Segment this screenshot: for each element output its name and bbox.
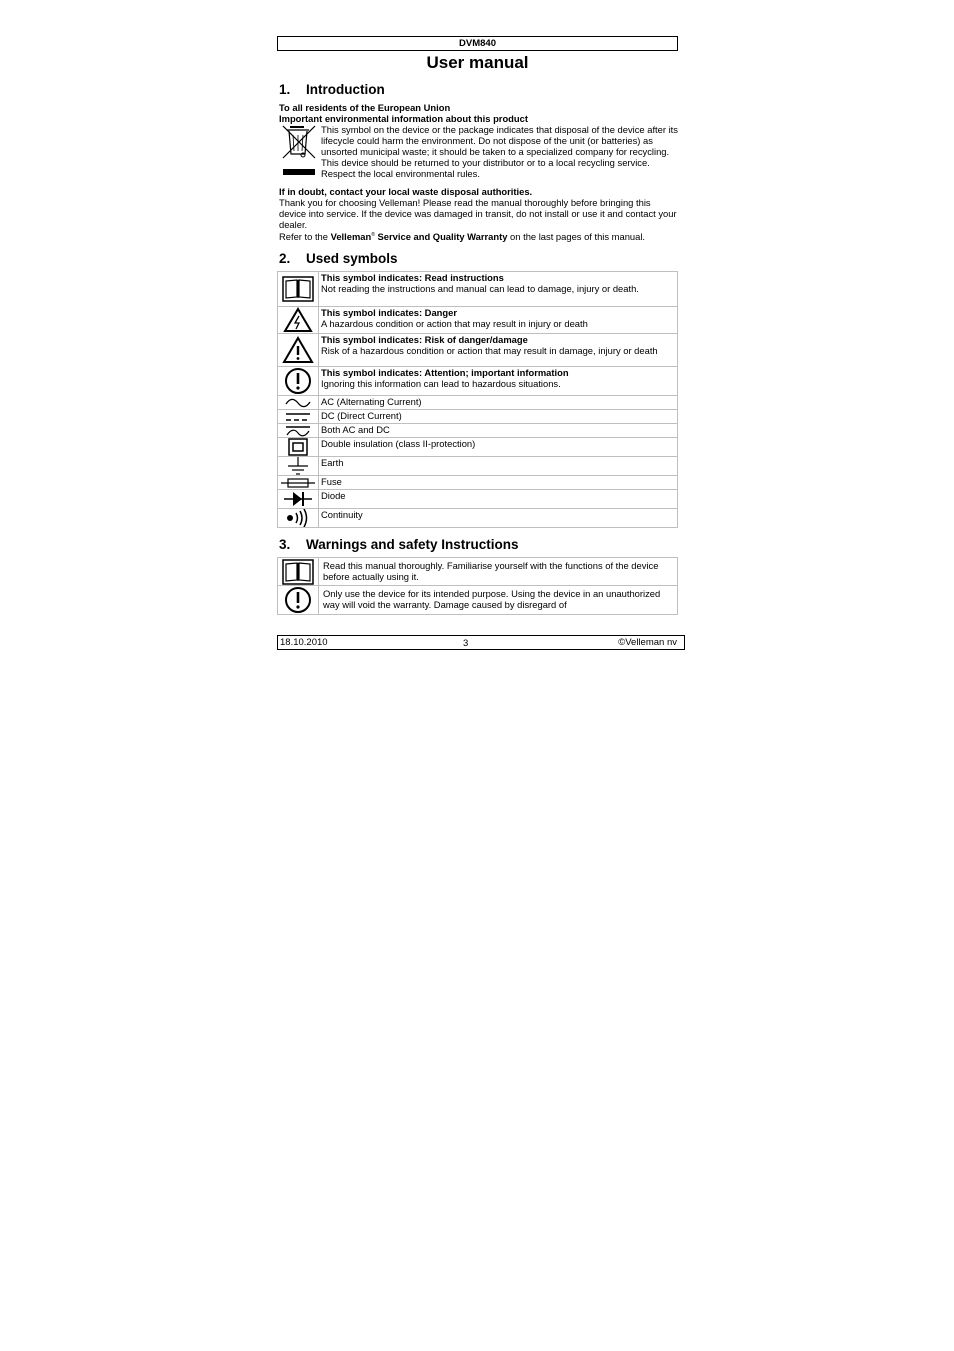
- registered-mark: ®: [371, 232, 375, 238]
- model-header: DVM840: [277, 36, 678, 51]
- section-warnings-heading: [279, 537, 678, 553]
- environmental-info-line: Important environmental information about this product: [279, 113, 528, 124]
- table-row: [278, 438, 678, 457]
- fuse-icon: [278, 476, 319, 490]
- weee-block: [279, 124, 678, 184]
- book-icon: [278, 272, 319, 307]
- symbol-text: A hazardous condition or action that may result in injury or death: [321, 318, 588, 330]
- footer-page-number: 3: [463, 638, 469, 649]
- section-title: Warnings and safety Instructions: [306, 537, 519, 553]
- section-number: 1.: [279, 82, 291, 97]
- attention-circle-icon: [278, 367, 319, 396]
- table-row: [278, 367, 678, 396]
- symbol-description: [319, 272, 678, 307]
- warning-text: Read this manual thoroughly. Familiarise yourself with the functions of the device before actually using it.: [319, 558, 678, 586]
- symbol-title: This symbol indicates: Read instructions: [321, 272, 504, 284]
- symbol-description: Continuity: [319, 509, 678, 528]
- attention-circle-icon: [278, 586, 319, 615]
- refer-brand: Velleman: [330, 231, 372, 243]
- table-row: [278, 490, 678, 509]
- section-number: 3.: [279, 537, 291, 553]
- warning-triangle-icon: [278, 334, 319, 367]
- page-footer: [277, 635, 685, 650]
- refer-prefix: Refer to the: [279, 231, 331, 243]
- section-title: Introduction: [306, 82, 385, 97]
- section-used-symbols-heading: [279, 251, 678, 267]
- symbol-description: Earth: [319, 457, 678, 476]
- manual-page: [277, 36, 678, 615]
- symbol-description: Both AC and DC: [319, 424, 678, 438]
- refer-warranty: Service and Quality Warranty: [374, 231, 508, 243]
- symbol-description: Double insulation (class II-protection): [319, 438, 678, 457]
- table-row: [278, 424, 678, 438]
- table-row: [278, 307, 678, 334]
- symbol-title: This symbol indicates: Risk of danger/damage: [321, 334, 528, 346]
- symbol-description: [319, 367, 678, 396]
- book-icon: [278, 558, 319, 586]
- symbol-description: [319, 307, 678, 334]
- symbol-text: Not reading the instructions and manual can lead to damage, injury or death.: [321, 283, 639, 295]
- table-row: [278, 334, 678, 367]
- dc-icon: [278, 410, 319, 424]
- symbol-description: AC (Alternating Current): [319, 396, 678, 410]
- symbol-title: This symbol indicates: Danger: [321, 307, 457, 319]
- table-row: [278, 410, 678, 424]
- footer-date: 18.10.2010: [280, 637, 328, 648]
- table-row: [278, 509, 678, 528]
- weee-text: This symbol on the device or the package indicates that disposal of the device after its lifecycle could harm the environment. Do not dispose of the unit (or batteries) as unsorted municipal waste; it should be taken to a specialized company for recycling. This device should be returned to your distributor or to a local recycling service. Respect the local environmental rules.: [321, 124, 678, 179]
- eu-residents-line: To all residents of the European Union: [279, 102, 451, 113]
- symbol-description: [319, 334, 678, 367]
- table-row: [278, 476, 678, 490]
- section-title: Used symbols: [306, 251, 398, 267]
- symbol-description: DC (Direct Current): [319, 410, 678, 424]
- table-row: [278, 396, 678, 410]
- high-voltage-warning-icon: [278, 307, 319, 334]
- doubt-line: If in doubt, contact your local waste disposal authorities.: [279, 186, 533, 197]
- earth-icon: [278, 457, 319, 476]
- double-insulation-icon: [278, 438, 319, 457]
- section-number: 2.: [279, 251, 291, 267]
- refer-suffix: on the last pages of this manual.: [507, 231, 646, 243]
- warnings-table: [277, 557, 678, 615]
- section-introduction-heading: [279, 82, 678, 98]
- table-row: [278, 457, 678, 476]
- table-row: [278, 272, 678, 307]
- document-title: User manual: [426, 53, 529, 72]
- symbol-text: Risk of a hazardous condition or action that may result in damage, injury or death: [321, 345, 658, 357]
- warranty-reference: [279, 230, 678, 242]
- weee-bin-icon: [279, 124, 321, 184]
- warning-text: Only use the device for its intended purpose. Using the device in an unauthorized way will void the warranty. Damage caused by disregard of: [319, 586, 678, 615]
- table-row: [278, 558, 678, 586]
- symbol-text: Ignoring this information can lead to hazardous situations.: [321, 378, 561, 390]
- symbol-description: Diode: [319, 490, 678, 509]
- symbol-title: This symbol indicates: Attention; important information: [321, 367, 569, 379]
- footer-copyright: ©Velleman nv: [618, 637, 677, 648]
- table-row: [278, 586, 678, 615]
- diode-icon: [278, 490, 319, 509]
- ac-dc-icon: [278, 424, 319, 438]
- symbol-description: Fuse: [319, 476, 678, 490]
- symbols-table: [277, 271, 678, 528]
- thanks-paragraph: Thank you for choosing Velleman! Please read the manual thoroughly before bringing this device into service. If the device was damaged in transit, do not install or use it and contact your dealer.: [279, 197, 677, 230]
- ac-icon: [278, 396, 319, 410]
- continuity-icon: [278, 509, 319, 528]
